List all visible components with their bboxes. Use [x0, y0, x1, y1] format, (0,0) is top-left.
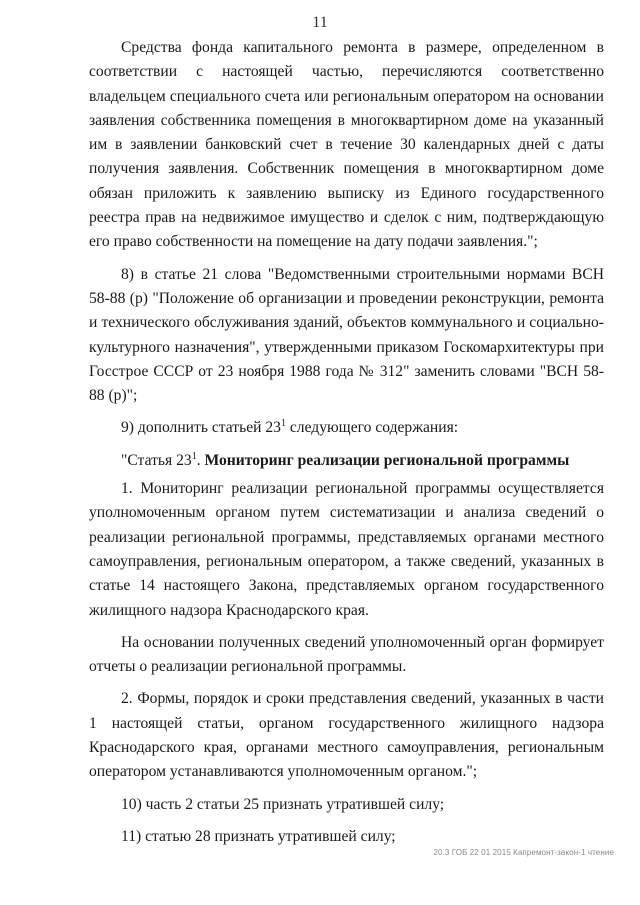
item-9-text-before: 9) дополнить статьей 23	[121, 419, 281, 437]
paragraph-article-part-1: 1. Мониторинг реализации региональной программы осуществляется уполномоченным органом путем систематизации и анализа сведений о реализации региональной программы, представляемых органами местного самоуправления, региональным оператором, а также сведений, указанных в статье 14 настоящего Закона, представляемых органом государственного жилищного надзора Краснодарского края.	[89, 480, 604, 619]
paragraph-item-8: 8) в статье 21 слова "Ведомственными строительными нормами ВСН 58-88 (р) "Положение об организации и проведении реконструкции, ремонта и технического обслуживания зданий, объектов коммунального и социально-культурного назначения", утвержденными приказом Госкомархитектуры при Госстрое СССР от 23 ноября 1988 года № 312" заменить словами "ВСН 58-88 (р)";	[89, 265, 604, 405]
article-prefix-before: "Статья 23	[121, 451, 192, 469]
article-23-1-title	[89, 449, 604, 473]
paragraph-article-part-2: 2. Формы, порядок и сроки представления сведений, указанных в части 1 настоящей статьи, органом государственного жилищного надзора Краснодарского края, органами местного самоуправления, региональным оператором устанавливаются уполномоченным органом.";	[89, 690, 604, 781]
document-body	[89, 36, 604, 849]
page-number: 11	[312, 14, 328, 31]
article-prefix-after: .	[196, 451, 205, 469]
paragraph-item-10: 10) часть 2 статьи 25 признать утратившей силу;	[121, 795, 445, 813]
paragraph-item-11: 11) статью 28 признать утратившей силу;	[121, 827, 396, 845]
paragraph-fund-transfer: Средства фонда капитального ремонта в размере, определенном в соответствии с настоящей частью, перечисляются соответственно владельцем специального счета или региональным оператором на основании заявления собственника помещения в многоквартирном доме на указанный им в заявлении банковский счет в течение 30 календарных дней с даты получения заявления. Собственник помещения в многоквартирном доме обязан приложить к заявлению выписку из Единого государственного реестра прав на недвижимое имущество и сделок с ним, подтверждающую его право собственности на помещение на дату подачи заявления.";	[89, 39, 604, 251]
paragraph-item-9	[89, 416, 604, 440]
article-superscript: 1	[191, 450, 197, 462]
item-9-superscript: 1	[280, 418, 286, 430]
item-9-text-after: следующего содержания:	[285, 419, 459, 437]
article-title-bold: Мониторинг реализации региональной программы	[204, 451, 570, 469]
footer-file-path: 20.3 ГОБ 22 01 2015 Капремонт-закон-1 чтение	[433, 848, 614, 857]
paragraph-reports: На основании полученных сведений уполномоченный орган формирует отчеты о реализации региональной программы.	[89, 633, 604, 676]
